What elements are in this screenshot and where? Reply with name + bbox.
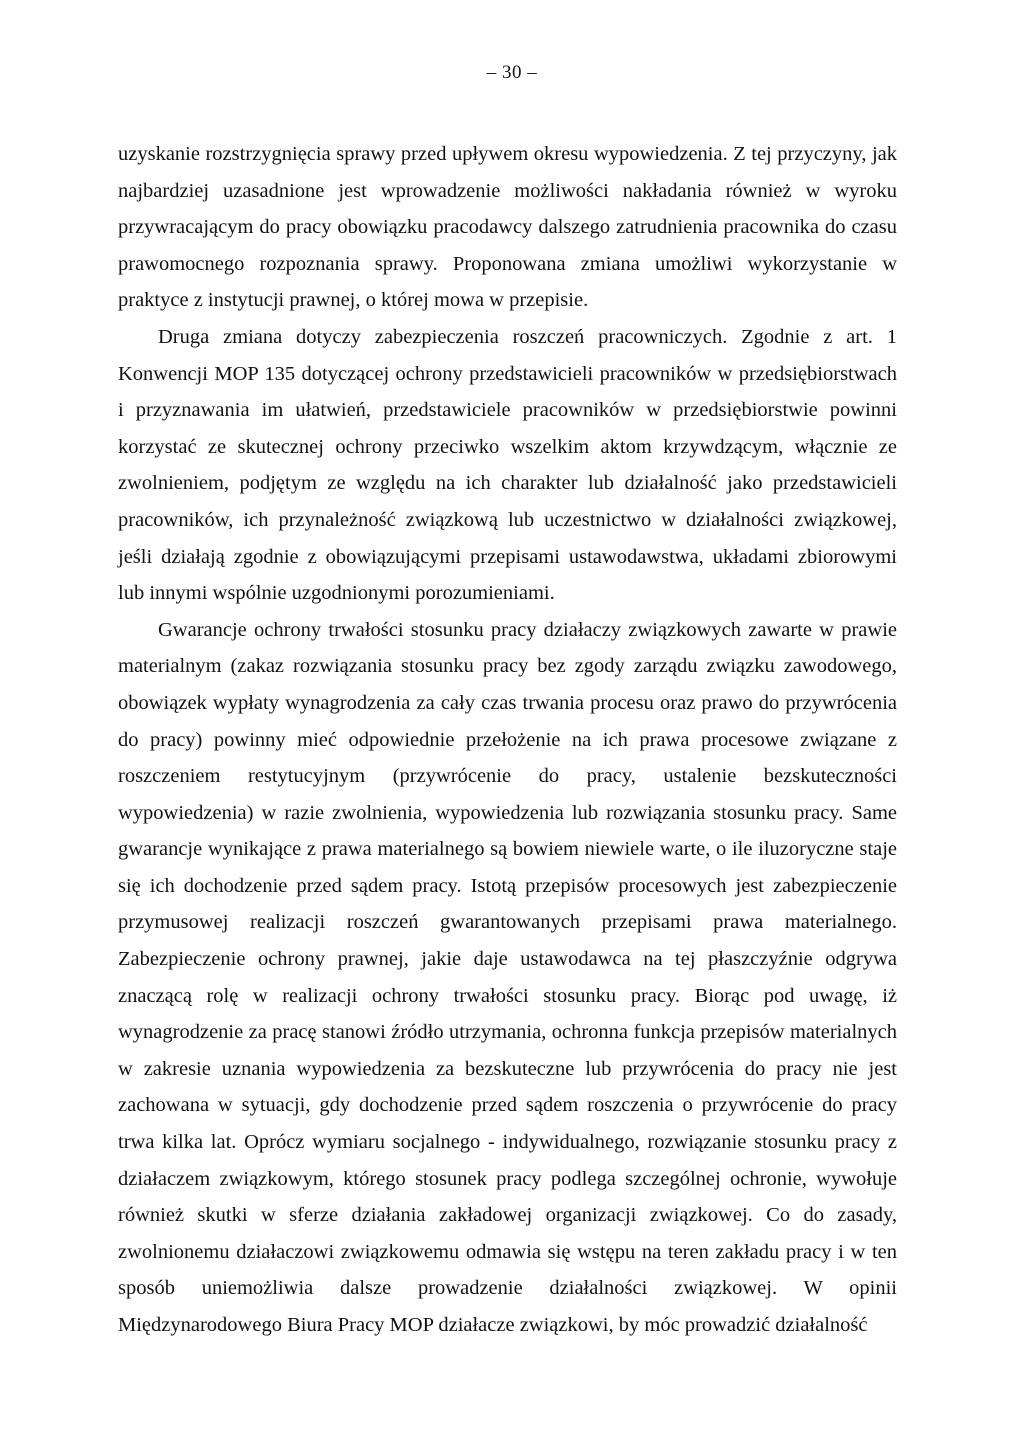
paragraph-3: Gwarancje ochrony trwałości stosunku pracy działaczy związkowych zawarte w prawie materialnym (zakaz rozwiązania stosunku pracy bez zgody zarządu związku zawodowego, obowiązek wypłaty wynagrodzenia za cały czas trwania procesu oraz prawo do przywrócenia do pracy) powinny mieć odpowiednie przełożenie na ich prawa procesowe związane z roszczeniem restytucyjnym (przywrócenie do pracy, ustalenie bezskuteczności wypowiedzenia) w razie zwolnienia, wypowiedzenia lub rozwiązania stosunku pracy. Same gwarancje wynikające z prawa materialnego są bowiem niewiele warte, o ile iluzoryczne staje się ich dochodzenie przed sądem pracy. Istotą przepisów procesowych jest zabezpieczenie przymusowej realizacji roszczeń gwarantowanych przepisami prawa materialnego. Zabezpieczenie ochrony prawnej, jakie daje ustawodawca na tej płaszczyźnie odgrywa znaczącą rolę w realizacji ochrony trwałości stosunku pracy. Biorąc pod uwagę, iż wynagrodzenie za pracę stanowi źródło utrzymania, ochronna funkcja przepisów materialnych w zakresie uznania wypowiedzenia za bezskuteczne lub przywrócenia do pracy nie jest zachowana w sytuacji, gdy dochodzenie przed sądem roszczenia o przywrócenie do pracy trwa kilka lat. Oprócz wymiaru socjalnego - indywidualnego, rozwiązanie stosunku pracy z działaczem związkowym, którego stosunek pracy podlega szczególnej ochronie, wywołuje również skutki w sferze działania zakładowej organizacji związkowej. Co do zasady, zwolnionemu działaczowi związkowemu odmawia się wstępu na teren zakładu pracy i w ten sposób uniemożliwia dalsze prowadzenie działalności związkowej. W opinii Międzynarodowego Biura Pracy MOP działacze związkowi, by móc prowadzić działalność: [118, 618, 897, 1336]
paragraph-2: Druga zmiana dotyczy zabezpieczenia roszczeń pracowniczych. Zgodnie z art. 1 Konwencji MOP 135 dotyczącej ochrony przedstawicieli pracowników w przedsiębiorstwach i przyznawania im ułatwień, przedstawiciele pracowników w przedsiębiorstwie powinni korzystać ze skutecznej ochrony przeciwko wszelkim aktom krzywdzącym, włącznie ze zwolnieniem, podjętym ze względu na ich charakter lub działalność jako przedstawicieli pracowników, ich przynależność związkową lub uczestnictwo w działalności związkowej, jeśli działają zgodnie z obowiązującymi przepisami ustawodawstwa, układami zbiorowymi lub innymi wspólnie uzgodnionymi porozumieniami.: [118, 325, 897, 605]
paragraph-1: uzyskanie rozstrzygnięcia sprawy przed upływem okresu wypowiedzenia. Z tej przyczyny, jak najbardziej uzasadnione jest wprowadzenie możliwości nakładania również w wyroku przywracającym do pracy obowiązku pracodawcy dalszego zatrudnienia pracownika do czasu prawomocnego rozpoznania sprawy. Proponowana zmiana umożliwi wykorzystanie w praktyce z instytucji prawnej, o której mowa w przepisie.: [118, 143, 897, 312]
page-number: – 30 –: [486, 62, 538, 83]
body-text: [118, 136, 897, 1344]
